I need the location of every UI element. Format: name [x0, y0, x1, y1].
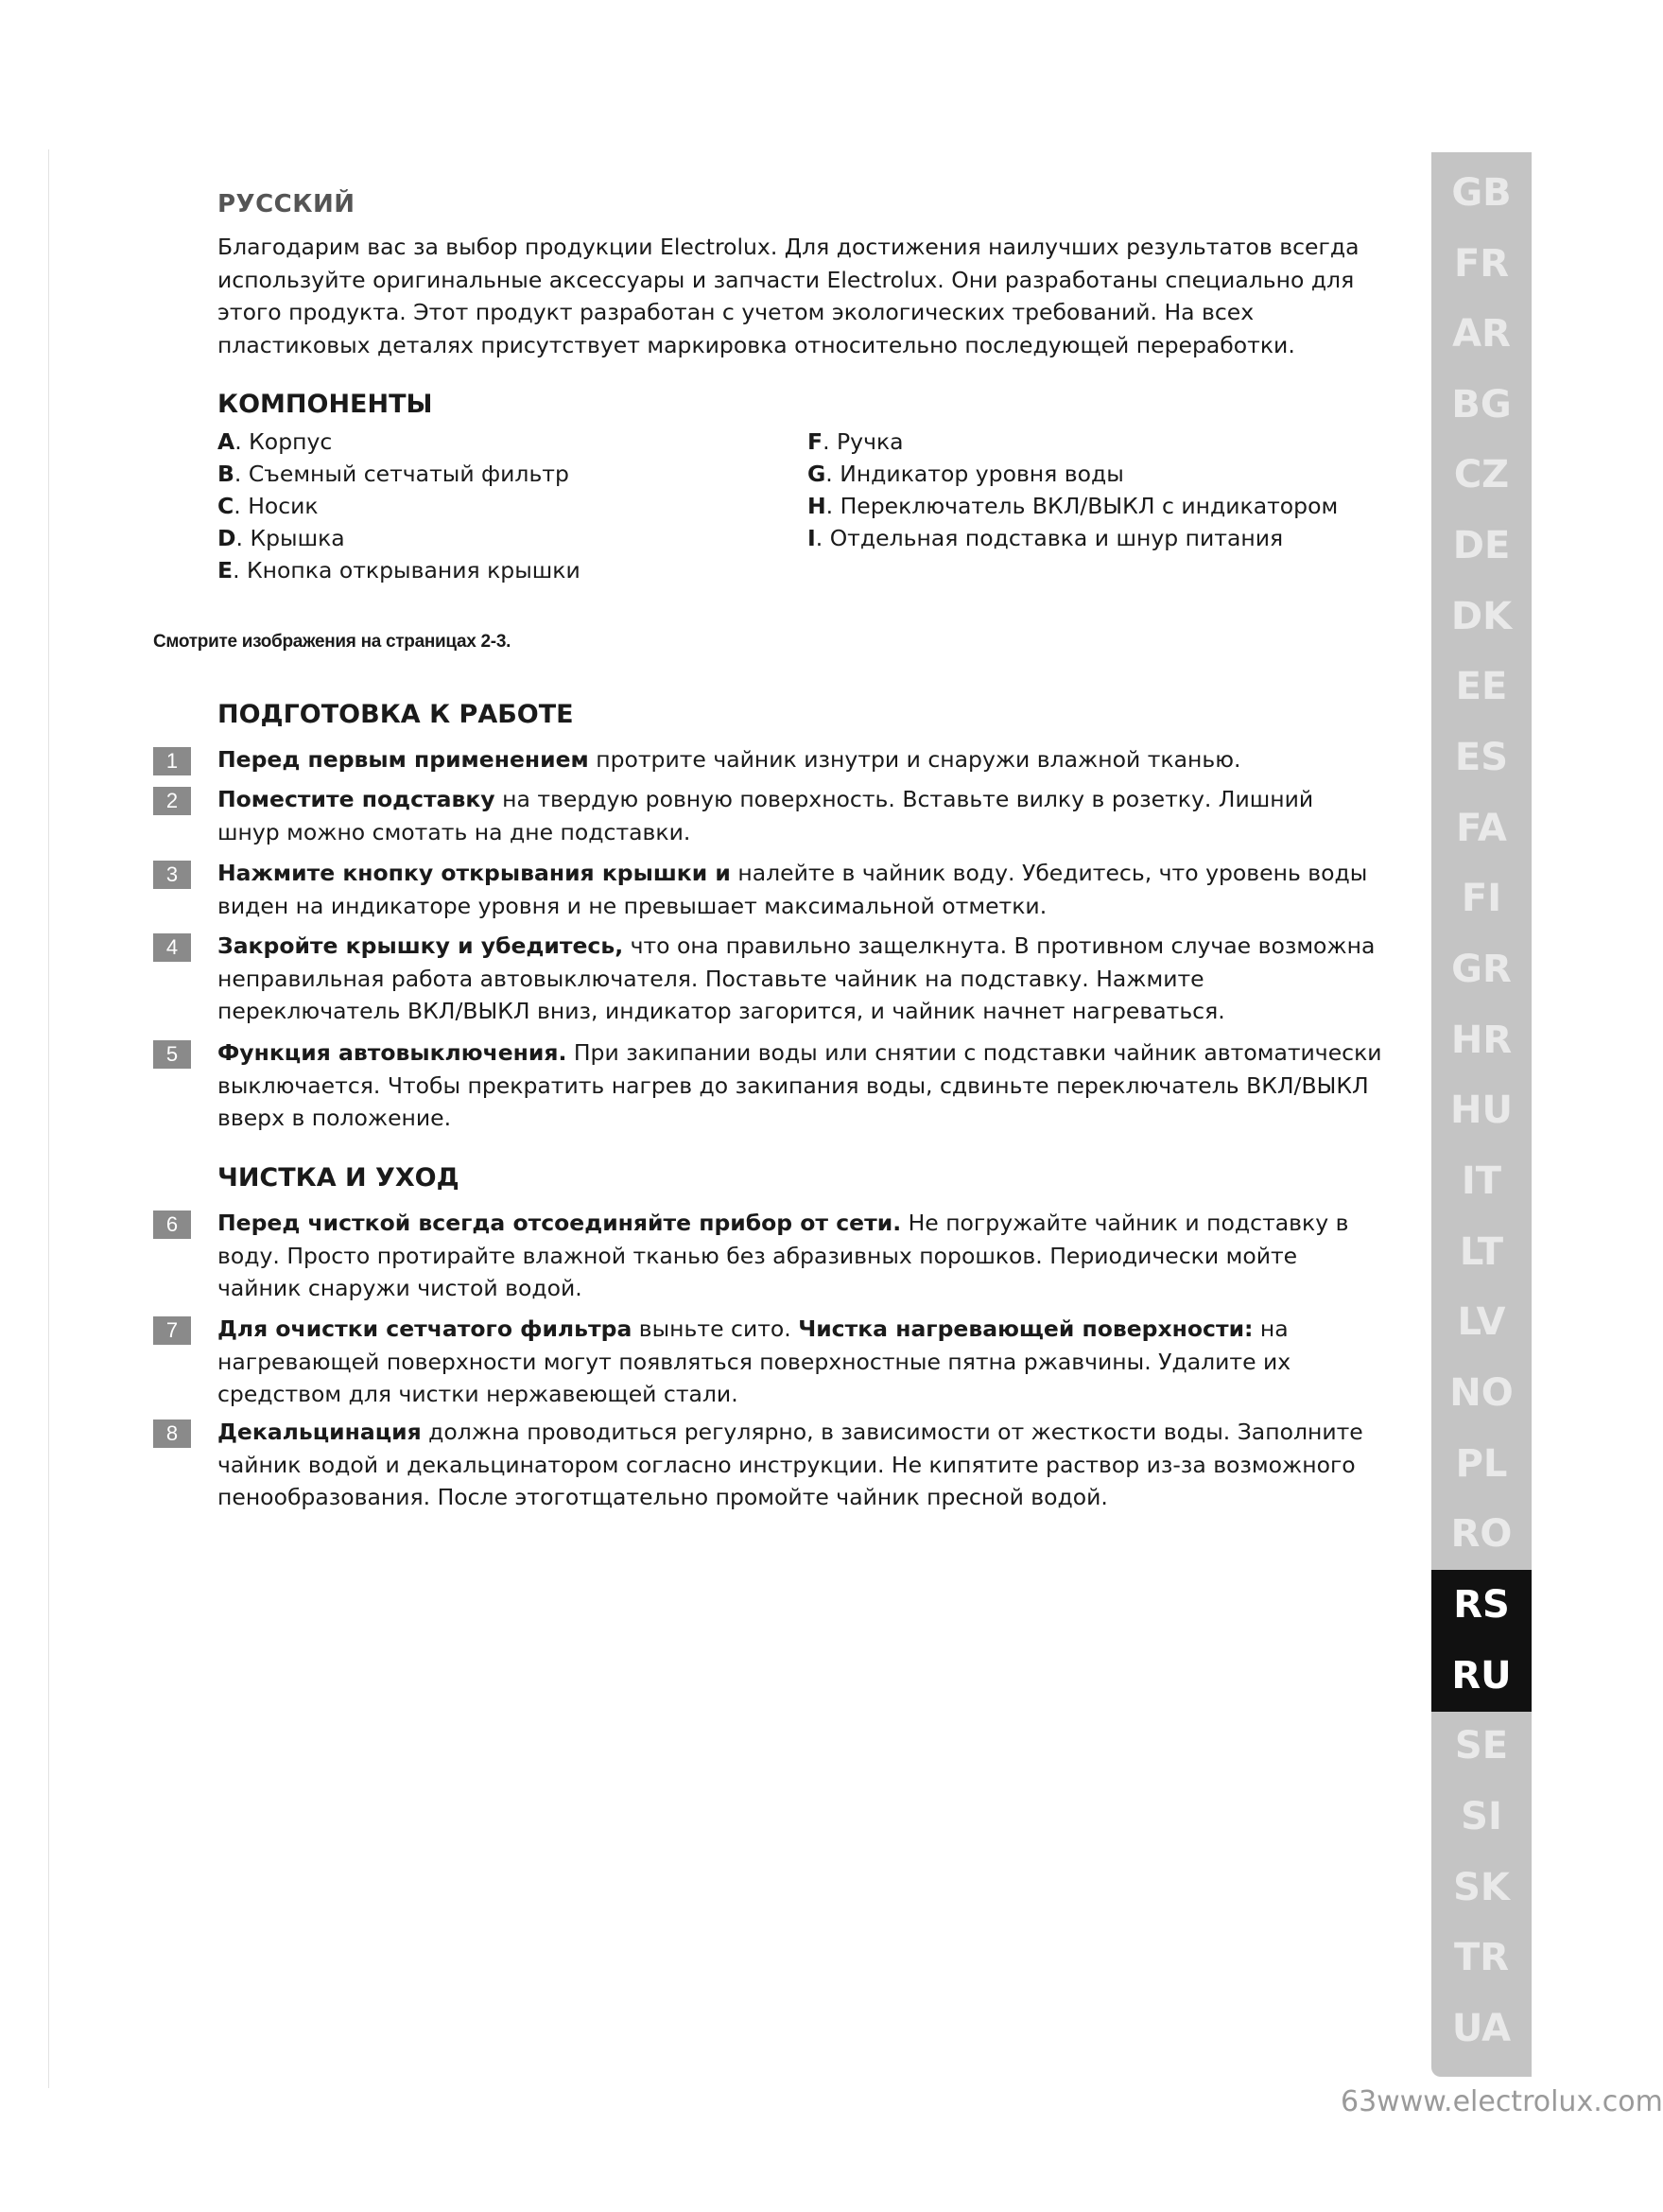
language-tab-rs[interactable]: RS — [1431, 1570, 1532, 1641]
step-text: Функция автовыключения. При закипании воды или снятии с подставки чайник автоматически выключается. Чтобы прекратить нагрев до закипания воды, сдвиньте переключатель ВКЛ/ВЫКЛ вверх в положение. — [217, 1039, 1382, 1131]
intro-paragraph: Благодарим вас за выбор продукции Electrolux. Для достижения наилучших результатов всегда используйте оригинальные аксессуары и запчасти Electrolux. Они разработаны специально для этого продукта. Этот продукт разработан с учетом экологических требований. На всех пластиковых деталях присутствует маркировка относительно последующей переработки. — [217, 234, 1360, 358]
language-tab-lt[interactable]: LT — [1459, 1230, 1504, 1274]
language-tab-gr[interactable]: GR — [1451, 948, 1512, 991]
component-item — [217, 490, 580, 522]
language-tab-tr[interactable]: TR — [1453, 1936, 1510, 1979]
language-tab-cz[interactable]: CZ — [1453, 453, 1510, 496]
step-bold-lead: Перед чисткой всегда отсоединяйте прибор от сети. — [217, 1210, 902, 1236]
preparation-heading: ПОДГОТОВКА К РАБОТЕ — [217, 700, 574, 729]
step-text: Поместите подставку на твердую ровную поверхность. Вставьте вилку в розетку. Лишний шнур можно смотать на дне подставки. — [217, 786, 1314, 845]
component-letter: D — [217, 525, 236, 551]
language-tab-si[interactable]: SI — [1461, 1795, 1502, 1838]
component-label: . Крышка — [235, 525, 345, 551]
component-letter: I — [807, 525, 816, 551]
component-letter: C — [217, 493, 234, 519]
step-number-badge: 4 — [153, 933, 191, 962]
components-list-left — [217, 426, 580, 586]
component-label: . Кнопка открывания крышки — [233, 557, 580, 583]
step-number-badge: 5 — [153, 1040, 191, 1069]
step-text: Перед первым применением протрите чайник изнутри и снаружи влажной тканью. — [217, 746, 1241, 773]
language-tab-it[interactable]: IT — [1461, 1159, 1502, 1203]
step-bold-lead: Нажмите кнопку открывания крышки и — [217, 860, 731, 886]
see-images-note: Смотрите изображения на страницах 2-3. — [153, 632, 511, 652]
step-bold-lead: Закройте крышку и убедитесь, — [217, 932, 624, 959]
step-text: Перед чисткой всегда отсоединяйте прибор от сети. Не погружайте чайник и подставку в воду. Просто протирайте влажной тканью без абразивных порошков. Периодически мойте чайник снаружи чистой водой. — [217, 1210, 1349, 1301]
language-tab-ru[interactable]: RU — [1431, 1641, 1532, 1712]
language-tab-hu[interactable]: HU — [1450, 1089, 1513, 1132]
language-tab-fr[interactable]: FR — [1453, 242, 1510, 286]
component-label: . Отдельная подставка и шнур питания — [815, 525, 1284, 551]
language-tab-no[interactable]: NO — [1449, 1371, 1514, 1415]
language-tab-fi[interactable]: FI — [1461, 877, 1502, 920]
page-footer: 63www.electrolux.com — [1341, 2085, 1663, 2118]
component-label: . Индикатор уровня воды — [825, 461, 1124, 487]
component-label: . Переключатель ВКЛ/ВЫКЛ с индикатором — [825, 493, 1339, 519]
step-number-badge: 6 — [153, 1211, 191, 1239]
component-label: . Ручка — [823, 428, 904, 455]
step-number-badge: 8 — [153, 1420, 191, 1448]
component-item — [217, 426, 580, 458]
language-tab-se[interactable]: SE — [1454, 1724, 1509, 1768]
step-bold-lead: Функция автовыключения. — [217, 1039, 567, 1066]
language-tab-ee[interactable]: EE — [1455, 665, 1508, 708]
component-item — [807, 426, 1338, 458]
language-heading: РУССКИЙ — [217, 190, 355, 218]
step-bold-lead: Для очистки сетчатого фильтра — [217, 1315, 632, 1342]
component-item — [807, 458, 1338, 490]
step-number-badge: 3 — [153, 861, 191, 889]
step-number-badge: 7 — [153, 1316, 191, 1345]
language-tab-lv[interactable]: LV — [1457, 1300, 1506, 1344]
component-label: . Корпус — [234, 428, 333, 455]
component-item — [217, 522, 580, 554]
component-letter: H — [807, 493, 826, 519]
step-bold-lead: Поместите подставку — [217, 786, 495, 812]
component-letter: A — [217, 428, 235, 455]
language-tab-gb[interactable]: GB — [1451, 171, 1512, 215]
components-list-right — [807, 426, 1338, 554]
step-bold-secondary: Чистка нагревающей поверхности: — [798, 1315, 1254, 1342]
language-tab-sk[interactable]: SK — [1453, 1866, 1510, 1909]
component-item — [217, 458, 580, 490]
language-tab-ua[interactable]: UA — [1451, 2007, 1512, 2050]
page-margin-line — [48, 149, 49, 2088]
component-item — [807, 490, 1338, 522]
step-number-badge: 1 — [153, 747, 191, 775]
language-tab-dk[interactable]: DK — [1450, 595, 1513, 638]
language-tab-ro[interactable]: RO — [1450, 1512, 1513, 1556]
step-number-badge: 2 — [153, 787, 191, 815]
cleaning-heading: ЧИСТКА И УХОД — [217, 1163, 459, 1193]
step-text: Нажмите кнопку открывания крышки и налейте в чайник воду. Убедитесь, что уровень воды виден на индикаторе уровня и не превышает максимальной отметки. — [217, 860, 1368, 919]
language-tab-bg[interactable]: BG — [1451, 383, 1512, 427]
step-text: Для очистки сетчатого фильтра выньте сито. Чистка нагревающей поверхности: на нагревающей поверхности могут появляться поверхностные пятна ржавчины. Удалите их средством для чистки нержавеющей стали. — [217, 1315, 1291, 1407]
component-letter: E — [217, 557, 234, 583]
component-item — [217, 554, 580, 586]
component-letter: B — [217, 461, 234, 487]
language-tab-fa[interactable]: FA — [1456, 807, 1507, 850]
language-tab-hr[interactable]: HR — [1450, 1019, 1513, 1062]
language-tab-de[interactable]: DE — [1452, 524, 1511, 567]
step-bold-lead: Декальцинация — [217, 1419, 422, 1445]
component-label: . Съемный сетчатый фильтр — [234, 461, 569, 487]
language-tab-pl[interactable]: PL — [1455, 1442, 1508, 1486]
language-tab-ar[interactable]: AR — [1452, 312, 1511, 356]
component-label: . Носик — [234, 493, 319, 519]
step-text: Закройте крышку и убедитесь, что она правильно защелкнута. В противном случае возможна неправильная работа автовыключателя. Поставьте чайник на подставку. Нажмите переключатель ВКЛ/ВЫКЛ вниз, индикатор загорится, и чайник начнет нагреваться. — [217, 932, 1376, 1024]
component-letter: G — [807, 461, 826, 487]
component-item — [807, 522, 1338, 554]
language-tab-es[interactable]: ES — [1454, 736, 1509, 779]
component-letter: F — [807, 428, 823, 455]
components-heading: КОМПОНЕНТЫ — [217, 390, 433, 419]
step-bold-lead: Перед первым применением — [217, 746, 589, 773]
step-text: Декальцинация должна проводиться регулярно, в зависимости от жесткости воды. Заполните чайник водой и декальцинатором согласно инструкции. Не кипятите раствор из-за возможного пенообразования. После этоготщательно промойте чайник пресной водой. — [217, 1419, 1363, 1510]
